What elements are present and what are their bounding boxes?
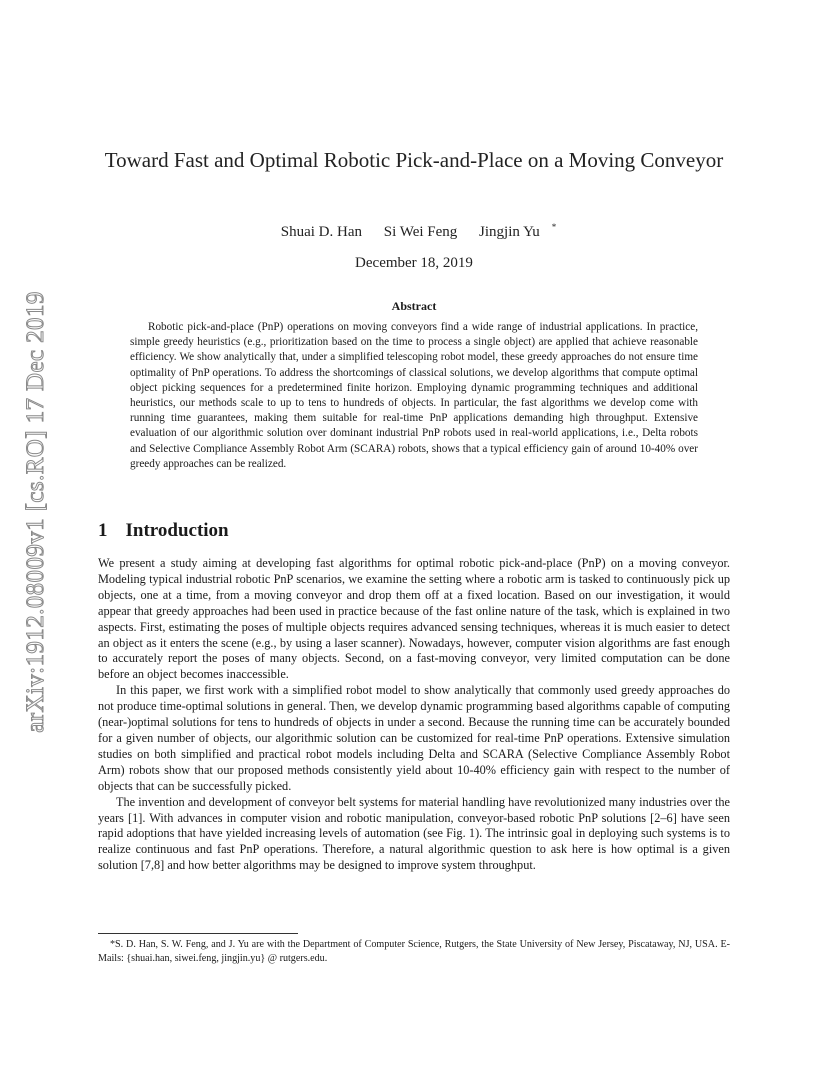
footnote: *S. D. Han, S. W. Feng, and J. Yu are with the Department of Computer Science, Rutgers, the State University of New Jersey, Piscataway, NJ, USA. E-Mails: {shuai.han, siwei.feng, jingjin.yu} @ rutgers.edu. <box>98 939 730 964</box>
section-heading <box>98 520 229 542</box>
arxiv-sidebar-stamp <box>18 252 54 772</box>
footnote-divider <box>98 933 298 934</box>
paragraph: We present a study aiming at developing fast algorithms for optimal robotic pick-and-place (PnP) on a moving conveyor. Modeling typical industrial robotic PnP scenarios, we examine the setting where a robotic arm is tasked to continuously pick up objects, one at a time, from a moving conveyor and drop them off at a fixed location. Based on our investigation, it would appear that greedy approaches had been used in practice because of the fast online nature of the task, which is explained in two aspects. First, estimating the poses of multiple objects requires advanced sensing techniques, whereas it is much easier to detect an object as it enters the scene (e.g., by using a laser scanner). Nowadays, however, computer vision algorithms are fast enough to accurately report the poses of many objects. Second, on a fast-moving conveyor, very limited computation can be done before an object becomes inaccessible. <box>98 556 730 682</box>
paragraph: The invention and development of conveyor belt systems for material handling have revolutionized many industries over the years [1]. With advances in computer vision and robotic manipulation, conveyor-based robotic PnP solutions [2–6] have seen rapid adoptions that have yielded increasing levels of automation (see Fig. 1). The intrinsic goal in deploying such systems is to realize continuous and fast PnP operations. Therefore, a natural algorithmic question to ask here is how optimal is a given solution [7,8] and how better algorithms may be designed to improve system throughput. <box>98 794 730 873</box>
abstract-body: Robotic pick-and-place (PnP) operations on moving conveyors find a wide range of industrial applications. In practice, simple greedy heuristics (e.g., prioritization based on the time to process a single object) are applied that achieve reasonable efficiency. We show analytically that, under a simplified telescoping robot model, these greedy approaches do not ensure time optimality of PnP operations. To address the shortcomings of classical solutions, we develop algorithms that compute optimal object picking sequences for a predetermined finite horizon. Employing dynamic programming techniques and additional heuristics, our methods scale to up to tens to hundreds of objects. In particular, the fast algorithms we develop come with running time guarantees, making them suitable for real-time PnP applications demanding high throughput. Extensive evaluation of our algorithmic solution over dominant industrial PnP robots used in real-world applications, i.e., Delta robots and Selective Compliance Assembly Robot Arm (SCARA) robots, shows that a typical efficiency gain of around 10-40% over greedy approaches can be realized. <box>130 321 698 470</box>
introduction-body <box>98 556 730 874</box>
paragraph: In this paper, we first work with a simplified robot model to show analytically that commonly used greedy approaches do not produce time-optimal solutions in general. Then, we develop dynamic programming based algorithms capable of computing (near-)optimal solutions for tens to hundreds of objects in under a second. Because the running time can be accurately bounded for a given number of objects, our algorithmic solution can be customized for real-time PnP operations. Extensive simulation studies on both simplified and practical robot models including Delta and SCARA (Selective Compliance Assembly Robot Arm) robots show that our proposed methods consistently yield about 10-40% efficiency gain with respect to the number of objects that can be successfully picked. <box>98 683 730 793</box>
section-title: Introduction <box>125 520 229 541</box>
abstract-heading: Abstract <box>391 299 437 313</box>
author-name: Jingjin Yu <box>479 224 540 240</box>
author-name: Shuai D. Han <box>280 224 362 240</box>
author-name: Si Wei Feng <box>383 224 458 240</box>
paper-date: December 18, 2019 <box>355 255 473 271</box>
arxiv-identifier: arXiv:1912.08009v1 [cs.RO] 17 Dec 2019 <box>22 291 49 733</box>
author-list <box>98 222 730 241</box>
footnote-mark: * <box>551 222 557 232</box>
section-number: 1 <box>98 520 108 541</box>
paper-title: Toward Fast and Optimal Robotic Pick-and-Place on a Moving Conveyor <box>104 148 724 172</box>
